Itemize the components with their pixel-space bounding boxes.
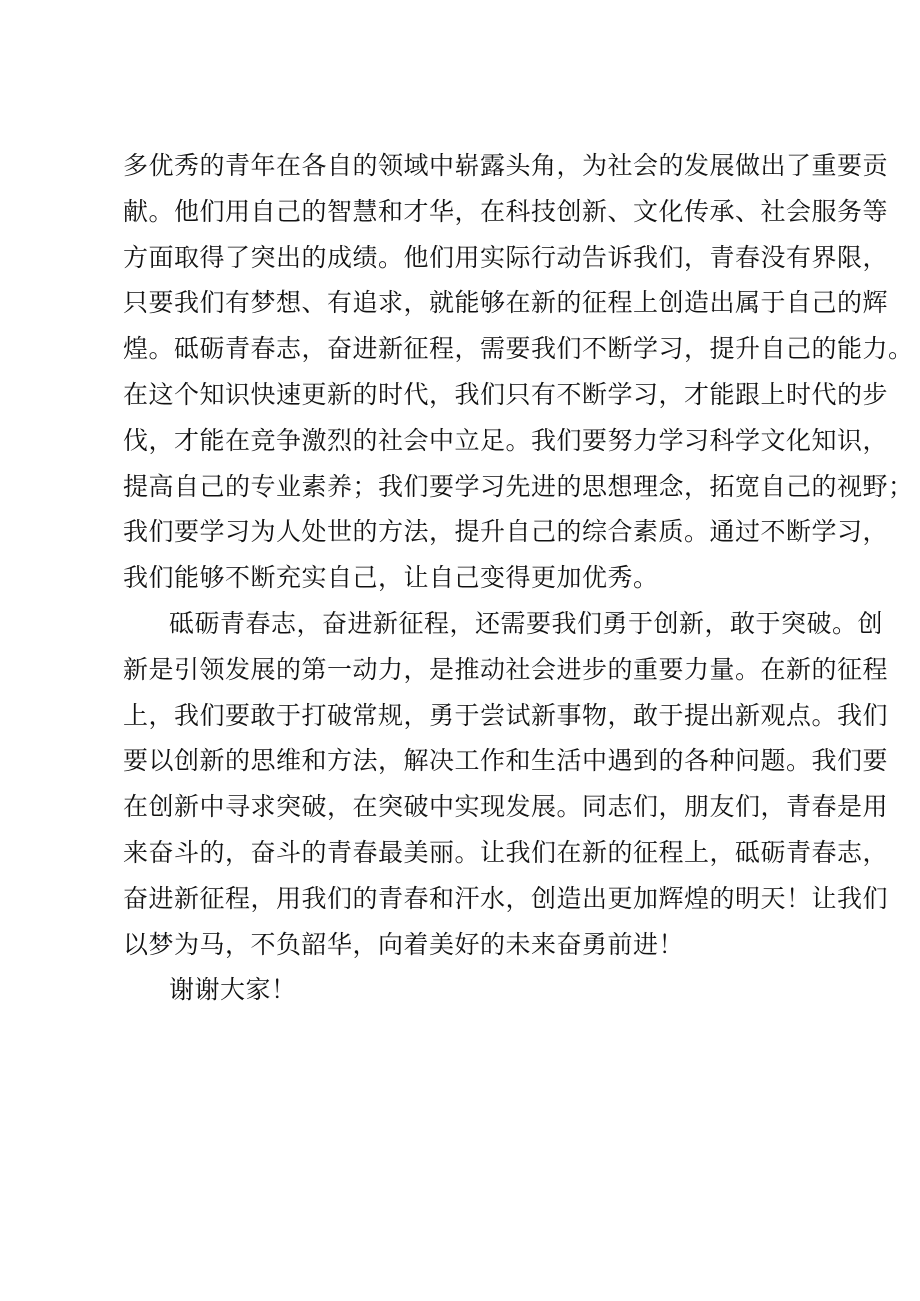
text-line: 煌。砥砺青春志，奋进新征程，需要我们不断学习，提升自己的能力。 [123, 334, 914, 364]
text-line: 我们要学习为人处世的方法，提升自己的综合素质。通过不断学习， [123, 517, 889, 547]
text-line: 献。他们用自己的智慧和才华，在科技创新、文化传承、社会服务等 [123, 196, 889, 226]
text-line: 砥砺青春志，奋进新征程，还需要我们勇于创新，敢于突破。创 [169, 608, 884, 638]
text-line: 上，我们要敢于打破常规，勇于尝试新事物，敢于提出新观点。我们 [123, 700, 889, 730]
text-line: 伐，才能在竞争激烈的社会中立足。我们要努力学习科学文化知识， [123, 425, 889, 455]
text-line: 只要我们有梦想、有追求，就能够在新的征程上创造出属于自己的辉 [123, 288, 889, 318]
text-line: 方面取得了突出的成绩。他们用实际行动告诉我们，青春没有界限， [123, 242, 889, 272]
text-line: 谢谢大家！ [169, 975, 297, 1005]
text-line: 要以创新的思维和方法，解决工作和生活中遇到的各种问题。我们要 [123, 746, 889, 776]
text-line: 奋进新征程，用我们的青春和汗水，创造出更加辉煌的明天！让我们 [123, 883, 889, 913]
text-line: 我们能够不断充实自己，让自己变得更加优秀。 [123, 563, 659, 593]
text-line: 新是引领发展的第一动力，是推动社会进步的重要力量。在新的征程 [123, 654, 889, 684]
text-line: 多优秀的青年在各自的领域中崭露头角，为社会的发展做出了重要贡 [123, 151, 889, 180]
body-text [123, 143, 914, 1013]
text-line: 在这个知识快速更新的时代，我们只有不断学习，才能跟上时代的步 [123, 379, 889, 409]
text-line: 提高自己的专业素养；我们要学习先进的思想理念，拓宽自己的视野； [123, 471, 914, 501]
text-line: 以梦为马，不负韶华，向着美好的未来奋勇前进！ [123, 929, 685, 959]
text-line: 在创新中寻求突破，在突破中实现发展。同志们，朋友们，青春是用 [123, 792, 889, 822]
text-line: 来奋斗的，奋斗的青春最美丽。让我们在新的征程上，砥砺青春志， [123, 837, 889, 867]
